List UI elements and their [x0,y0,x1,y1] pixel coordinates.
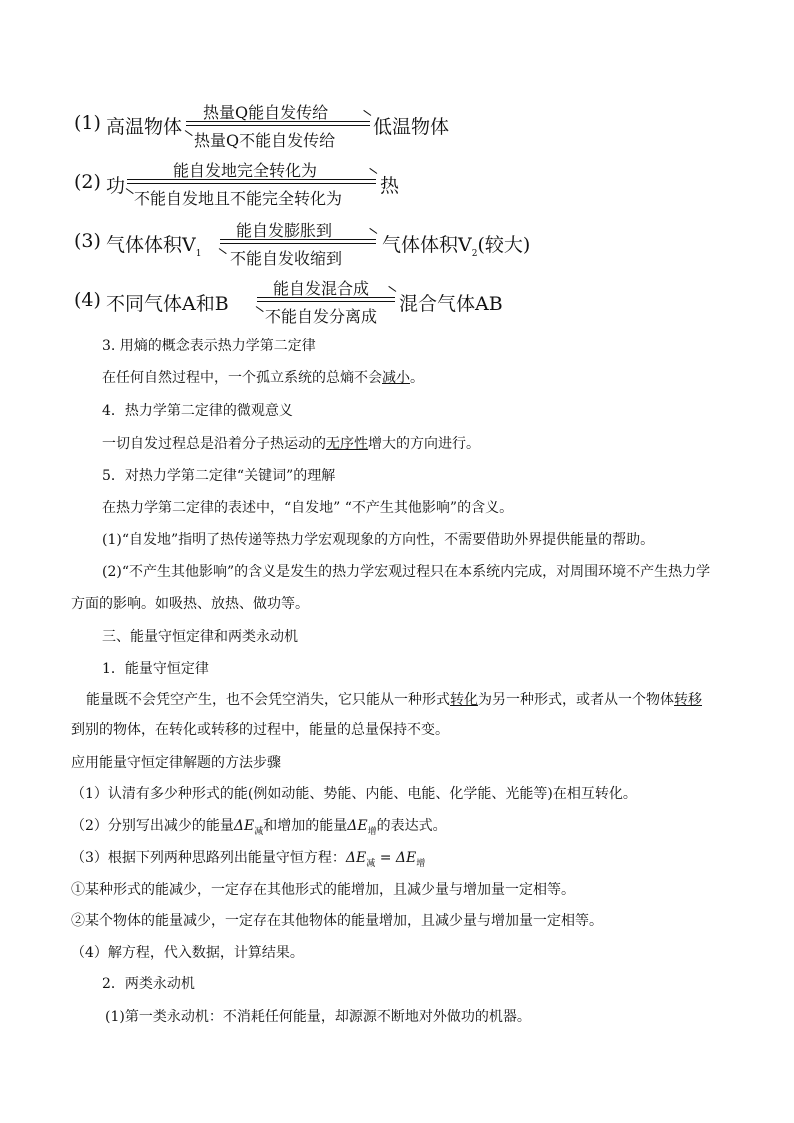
arrow-top-label: 能自发地完全转化为 [173,161,318,180]
arrow-bottom-label: 不能自发分离成 [265,307,378,326]
section-5-point-2-line-2: 方面的影响。如吸热、放热、做功等。 [71,596,309,612]
reaction-number: (4) [74,289,101,311]
reaction-right: 热 [380,175,400,197]
backward-arrow [186,125,370,126]
subsection-2-title: 2．两类永动机 [102,976,195,992]
method-step-2: （2）分别写出减少的能量$\Delta E_减$和增加的能量$\Delta E_增$的表达式。 [71,818,447,837]
reaction-number: (2) [74,171,101,193]
subsection-1-title: 1．能量守恒定律 [102,661,209,677]
method-step-4: （4）解方程，代入数据，计算结果。 [71,945,304,961]
method-idea-2: ②某个物体的能量减少，一定存在其他物体的能量增加，且减少量与增加量一定相等。 [71,913,603,929]
reaction-left: 气体体积$V_1$ [106,234,202,259]
energy-law-line-2: 到别的物体，在转化或转移的过程中，能量的总量保持不变。 [71,722,449,738]
arrow-bottom-label: 热量Q不能自发传给 [194,131,336,150]
reaction-left: 不同气体A和B [106,293,229,315]
part-3-title: 三、能量守恒定律和两类永动机 [102,629,298,645]
section-4-title: 4．热力学第二定律的微观意义 [102,403,293,419]
section-3-body: 在任何自然过程中，一个孤立系统的总熵不会减小。 [102,370,424,386]
method-title: 应用能量守恒定律解题的方法步骤 [71,755,281,771]
section-3-title: 3. 用熵的概念表示热力学第二定律 [102,338,316,354]
arrow-top-label: 能自发混合成 [273,279,370,298]
method-idea-1: ①某种形式的能减少，一定存在其他形式的能增加，且减少量与增加量一定相等。 [71,882,575,898]
arrow-top-label: 热量Q能自发传给 [203,103,329,122]
arrow-bottom-label: 不能自发收缩到 [230,249,343,268]
forward-arrow [220,239,376,240]
reaction-right: 低温物体 [373,116,450,138]
backward-arrow [220,243,376,244]
backward-arrow [257,301,395,302]
forward-arrow [257,297,395,298]
method-step-3: （3）根据下列两种思路列出能量守恒方程：$\Delta E_减 = \Delta E_增$ [71,850,426,869]
backward-arrow [127,183,376,184]
reaction-left: 功 [106,175,126,197]
arrow-top-label: 能自发膨胀到 [236,221,333,240]
section-5-intro: 在热力学第二定律的表述中，“自发地” “不产生其他影响”的含义。 [102,500,514,516]
section-5-title: 5．对热力学第二定律“关键词”的理解 [102,468,336,484]
perpetual-motion-1: (1)第一类永动机：不消耗任何能量，却源源不断地对外做功的机器。 [105,1009,531,1025]
section-5-point-1: (1)“自发地”指明了热传递等热力学宏观现象的方向性，不需要借助外界提供能量的帮助。 [102,532,655,548]
reaction-left: 高温物体 [106,116,183,138]
reaction-number: (1) [74,112,101,134]
reaction-number: (3) [74,230,101,252]
forward-arrow [186,121,370,122]
forward-arrow [127,179,376,180]
method-step-1: （1）认清有多少种形式的能(例如动能、势能、内能、电能、化学能、光能等)在相互转化。 [71,786,637,802]
reaction-right: 气体体积$V_2$(较大) [382,234,531,259]
energy-law-line-1: 能量既不会凭空产生，也不会凭空消失，它只能从一种形式转化为另一种形式，或者从一个物体转移 [86,692,702,708]
section-5-point-2-line-1: (2)“不产生其他影响”的含义是发生的热力学宏观过程只在本系统内完成，对周围环境不产生热力学 [102,564,711,580]
section-4-body: 一切自发过程总是沿着分子热运动的无序性增大的方向进行。 [102,436,480,452]
reaction-right: 混合气体AB [399,293,503,315]
arrow-bottom-label: 不能自发地且不能完全转化为 [134,189,343,208]
